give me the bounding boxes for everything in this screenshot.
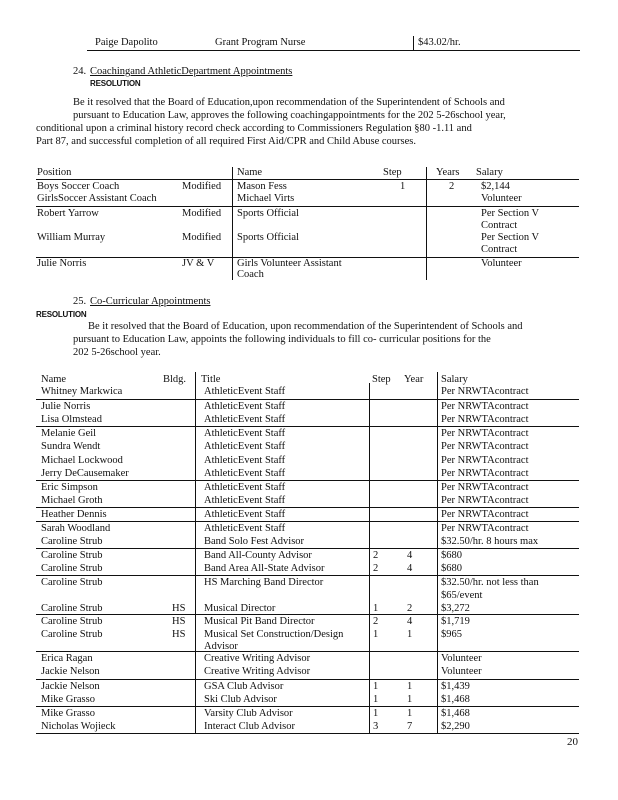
table2-rule: [36, 480, 579, 481]
header-salary: Salary: [441, 374, 468, 385]
cell-title: GSA Club Advisor: [204, 681, 284, 692]
cell-title: Interact Club Advisor: [204, 721, 295, 732]
cell-salary: $32.50/hr. 8 hours max: [441, 536, 539, 547]
cell-year: 7: [407, 721, 413, 732]
cell-salary: $3,272: [441, 603, 470, 614]
cell-name: Mike Grasso: [41, 708, 95, 719]
cell-bldg: HS: [172, 616, 186, 627]
cell-title: AthleticEvent Staff: [204, 523, 286, 534]
cell-step: 1: [373, 708, 379, 719]
section24-para-line: Part 87, and successful completion of all required First Aid/CPR and Child Abuse courses.: [36, 136, 416, 147]
section25-para-line: 202 5-26school year.: [73, 347, 161, 358]
cell-salary: Per NRWTAcontract: [441, 482, 529, 493]
cell-name: Heather Dennis: [41, 509, 107, 520]
cell-title: Band All-County Advisor: [204, 550, 312, 561]
top-row-divider: [413, 36, 414, 50]
cell-name: Sports Official: [237, 208, 299, 219]
cell-name: Jackie Nelson: [41, 681, 100, 692]
cell-salary: $1,719: [441, 616, 470, 627]
cell-years: 2: [449, 181, 455, 192]
top-row-name: Paige Dapolito: [95, 37, 158, 48]
cell-step: 2: [373, 550, 379, 561]
cell-name: Melanie Geil: [41, 428, 97, 439]
cell-name: Caroline Strub: [41, 577, 103, 588]
cell-salary: Volunteer: [481, 258, 522, 269]
section24-para-line: pursuant to Education Law, approves the following coachingappointments for the 202 5-26school year,: [73, 110, 506, 121]
cell-name: Michael Groth: [41, 495, 103, 506]
cell-title: Musical Pit Band Director: [204, 616, 315, 627]
cell-name: Julie Norris: [41, 401, 91, 412]
cell-name: Sundra Wendt: [41, 441, 101, 452]
section25-resolution-label: RESOLUTION: [36, 310, 87, 319]
cell-salary: $680: [441, 563, 462, 574]
section25-para-line: Be it resolved that the Board of Education, upon recommendation of the Superintendent of Schools and: [88, 321, 523, 332]
table1-rule: [36, 206, 579, 207]
cell-title: Band Area All-State Advisor: [204, 563, 325, 574]
cell-salary: $680: [441, 550, 462, 561]
cell-salary: Per Section V: [481, 208, 540, 219]
cell-level: Modified: [182, 181, 222, 192]
section25-heading: Co-Curricular Appointments: [90, 296, 211, 307]
section25-para-line: pursuant to Education Law, appoints the following individuals to fill co- curricular positions for the: [73, 334, 491, 345]
cell-name: Girls Volunteer Assistant: [237, 258, 342, 269]
section24-resolution-label: RESOLUTION: [90, 79, 141, 88]
cell-level: JV & V: [182, 258, 215, 269]
cell-year: 1: [407, 694, 413, 705]
cell-step: 1: [373, 694, 379, 705]
table2-rule: [36, 614, 579, 615]
cell-salary: $2,290: [441, 721, 470, 732]
section24-heading: Coachingand AthleticDepartment Appointments: [90, 66, 293, 77]
cell-salary-cont: Contract: [481, 220, 518, 231]
cell-salary: Per NRWTAcontract: [441, 401, 529, 412]
cell-title: AthleticEvent Staff: [204, 495, 286, 506]
table2-rule: [36, 679, 579, 680]
cell-name: Erica Ragan: [41, 653, 93, 664]
table2-rule: [36, 733, 579, 734]
cell-year: 1: [407, 681, 413, 692]
section24-number: 24.: [73, 66, 87, 77]
cell-bldg: HS: [172, 603, 186, 614]
cell-title: Creative Writing Advisor: [204, 653, 311, 664]
cell-level: Modified: [182, 208, 222, 219]
cell-name: Jackie Nelson: [41, 666, 100, 677]
cell-step: 1: [400, 181, 406, 192]
cell-step: 3: [373, 721, 379, 732]
top-row-salary: $43.02/hr.: [418, 37, 461, 48]
header-year: Year: [404, 374, 424, 385]
cell-salary: Per NRWTAcontract: [441, 428, 529, 439]
cell-title: AthleticEvent Staff: [204, 386, 286, 397]
cell-name: Jerry DeCausemaker: [41, 468, 129, 479]
cell-salary: Per NRWTAcontract: [441, 523, 529, 534]
cell-name: Mike Grasso: [41, 694, 95, 705]
cell-salary: $32.50/hr. not less than: [441, 577, 539, 588]
top-row-title: Grant Program Nurse: [215, 37, 306, 48]
cell-position: Robert Yarrow: [37, 208, 99, 219]
cell-position: Boys Soccer Coach: [37, 181, 120, 192]
cell-title: AthleticEvent Staff: [204, 441, 286, 452]
cell-salary: $2,144: [481, 181, 510, 192]
cell-year: 4: [407, 616, 413, 627]
section24-para-line: Be it resolved that the Board of Education,upon recommendation of the Superintendent of Schools and: [73, 97, 505, 108]
cell-salary-cont: $65/event: [441, 590, 483, 601]
section25-number: 25.: [73, 296, 87, 307]
cell-name: Mason Fess: [237, 181, 287, 192]
cell-salary: Volunteer: [481, 193, 522, 204]
cell-title: Musical Director: [204, 603, 276, 614]
cell-salary: Per Section V: [481, 232, 540, 243]
table2-rule: [36, 521, 579, 522]
cell-year: 1: [407, 629, 413, 640]
cell-title: Ski Club Advisor: [204, 694, 277, 705]
cell-name: Michael Virts: [237, 193, 295, 204]
cell-step: 1: [373, 681, 379, 692]
cell-name: Caroline Strub: [41, 616, 103, 627]
cell-name: Eric Simpson: [41, 482, 98, 493]
cell-salary: Per NRWTAcontract: [441, 414, 529, 425]
cell-name: Whitney Markwica: [41, 386, 123, 397]
cell-year: 2: [407, 603, 413, 614]
header-years: Years: [436, 167, 460, 178]
section24-para-line: conditional upon a criminal history record check according to Commissioners Regulation §80 -1.11 and: [36, 123, 472, 134]
cell-position: GirlsSoccer Assistant Coach: [37, 193, 157, 204]
cell-year: 4: [407, 563, 413, 574]
cell-bldg: HS: [172, 629, 186, 640]
cell-name: Michael Lockwood: [41, 455, 123, 466]
table2-rule: [36, 575, 579, 576]
cell-name: Lisa Olmstead: [41, 414, 102, 425]
table2-rule: [36, 399, 579, 400]
cell-step: 2: [373, 616, 379, 627]
cell-salary: Volunteer: [441, 653, 482, 664]
cell-salary: Per NRWTAcontract: [441, 441, 529, 452]
cell-salary: Volunteer: [441, 666, 482, 677]
table1-divider: [232, 167, 233, 280]
cell-year: 1: [407, 708, 413, 719]
header-title: Title: [201, 374, 221, 385]
cell-year: 4: [407, 550, 413, 561]
table1-divider: [426, 167, 427, 280]
table2-divider: [369, 383, 370, 733]
cell-salary: Per NRWTAcontract: [441, 455, 529, 466]
cell-name: Sports Official: [237, 232, 299, 243]
cell-position: William Murray: [37, 232, 106, 243]
top-row-rule: [87, 50, 580, 51]
table2-rule: [36, 706, 579, 707]
cell-name: Nicholas Wojieck: [41, 721, 116, 732]
cell-level: Modified: [182, 232, 222, 243]
header-bldg: Bldg.: [163, 374, 187, 385]
table1-rule: [36, 179, 579, 180]
cell-salary: $1,439: [441, 681, 470, 692]
cell-title: AthleticEvent Staff: [204, 468, 286, 479]
cell-name: Caroline Strub: [41, 550, 103, 561]
cell-position: Julie Norris: [37, 258, 87, 269]
cell-step: 1: [373, 629, 379, 640]
cell-title: AthleticEvent Staff: [204, 455, 286, 466]
cell-salary: Per NRWTAcontract: [441, 495, 529, 506]
cell-name: Caroline Strub: [41, 629, 103, 640]
cell-salary: Per NRWTAcontract: [441, 468, 529, 479]
cell-title-cont: Advisor: [204, 641, 238, 652]
header-name: Name: [41, 374, 67, 385]
cell-title: AthleticEvent Staff: [204, 414, 286, 425]
cell-name: Sarah Woodland: [41, 523, 111, 534]
cell-step: 2: [373, 563, 379, 574]
header-position: Position: [37, 167, 72, 178]
header-step: Step: [372, 374, 391, 385]
cell-salary-cont: Contract: [481, 244, 518, 255]
cell-salary: Per NRWTAcontract: [441, 509, 529, 520]
page-number: 20: [567, 736, 578, 748]
cell-name-cont: Coach: [237, 269, 264, 280]
cell-title: Varsity Club Advisor: [204, 708, 293, 719]
cell-title: Creative Writing Advisor: [204, 666, 311, 677]
cell-title: AthleticEvent Staff: [204, 401, 286, 412]
table2-rule: [36, 426, 579, 427]
cell-name: Caroline Strub: [41, 536, 103, 547]
cell-title: Musical Set Construction/Design: [204, 629, 344, 640]
cell-step: 1: [373, 603, 379, 614]
cell-title: HS Marching Band Director: [204, 577, 324, 588]
header-name: Name: [237, 167, 263, 178]
table2-rule: [36, 548, 579, 549]
cell-salary: Per NRWTAcontract: [441, 386, 529, 397]
cell-salary: $1,468: [441, 694, 470, 705]
cell-name: Caroline Strub: [41, 603, 103, 614]
cell-title: AthleticEvent Staff: [204, 428, 286, 439]
table2-rule: [36, 507, 579, 508]
header-salary: Salary: [476, 167, 503, 178]
header-step: Step: [383, 167, 402, 178]
cell-name: Caroline Strub: [41, 563, 103, 574]
cell-title: AthleticEvent Staff: [204, 509, 286, 520]
cell-title: AthleticEvent Staff: [204, 482, 286, 493]
cell-title: Band Solo Fest Advisor: [204, 536, 305, 547]
table2-rule: [36, 651, 579, 652]
cell-salary: $1,468: [441, 708, 470, 719]
cell-salary: $965: [441, 629, 462, 640]
